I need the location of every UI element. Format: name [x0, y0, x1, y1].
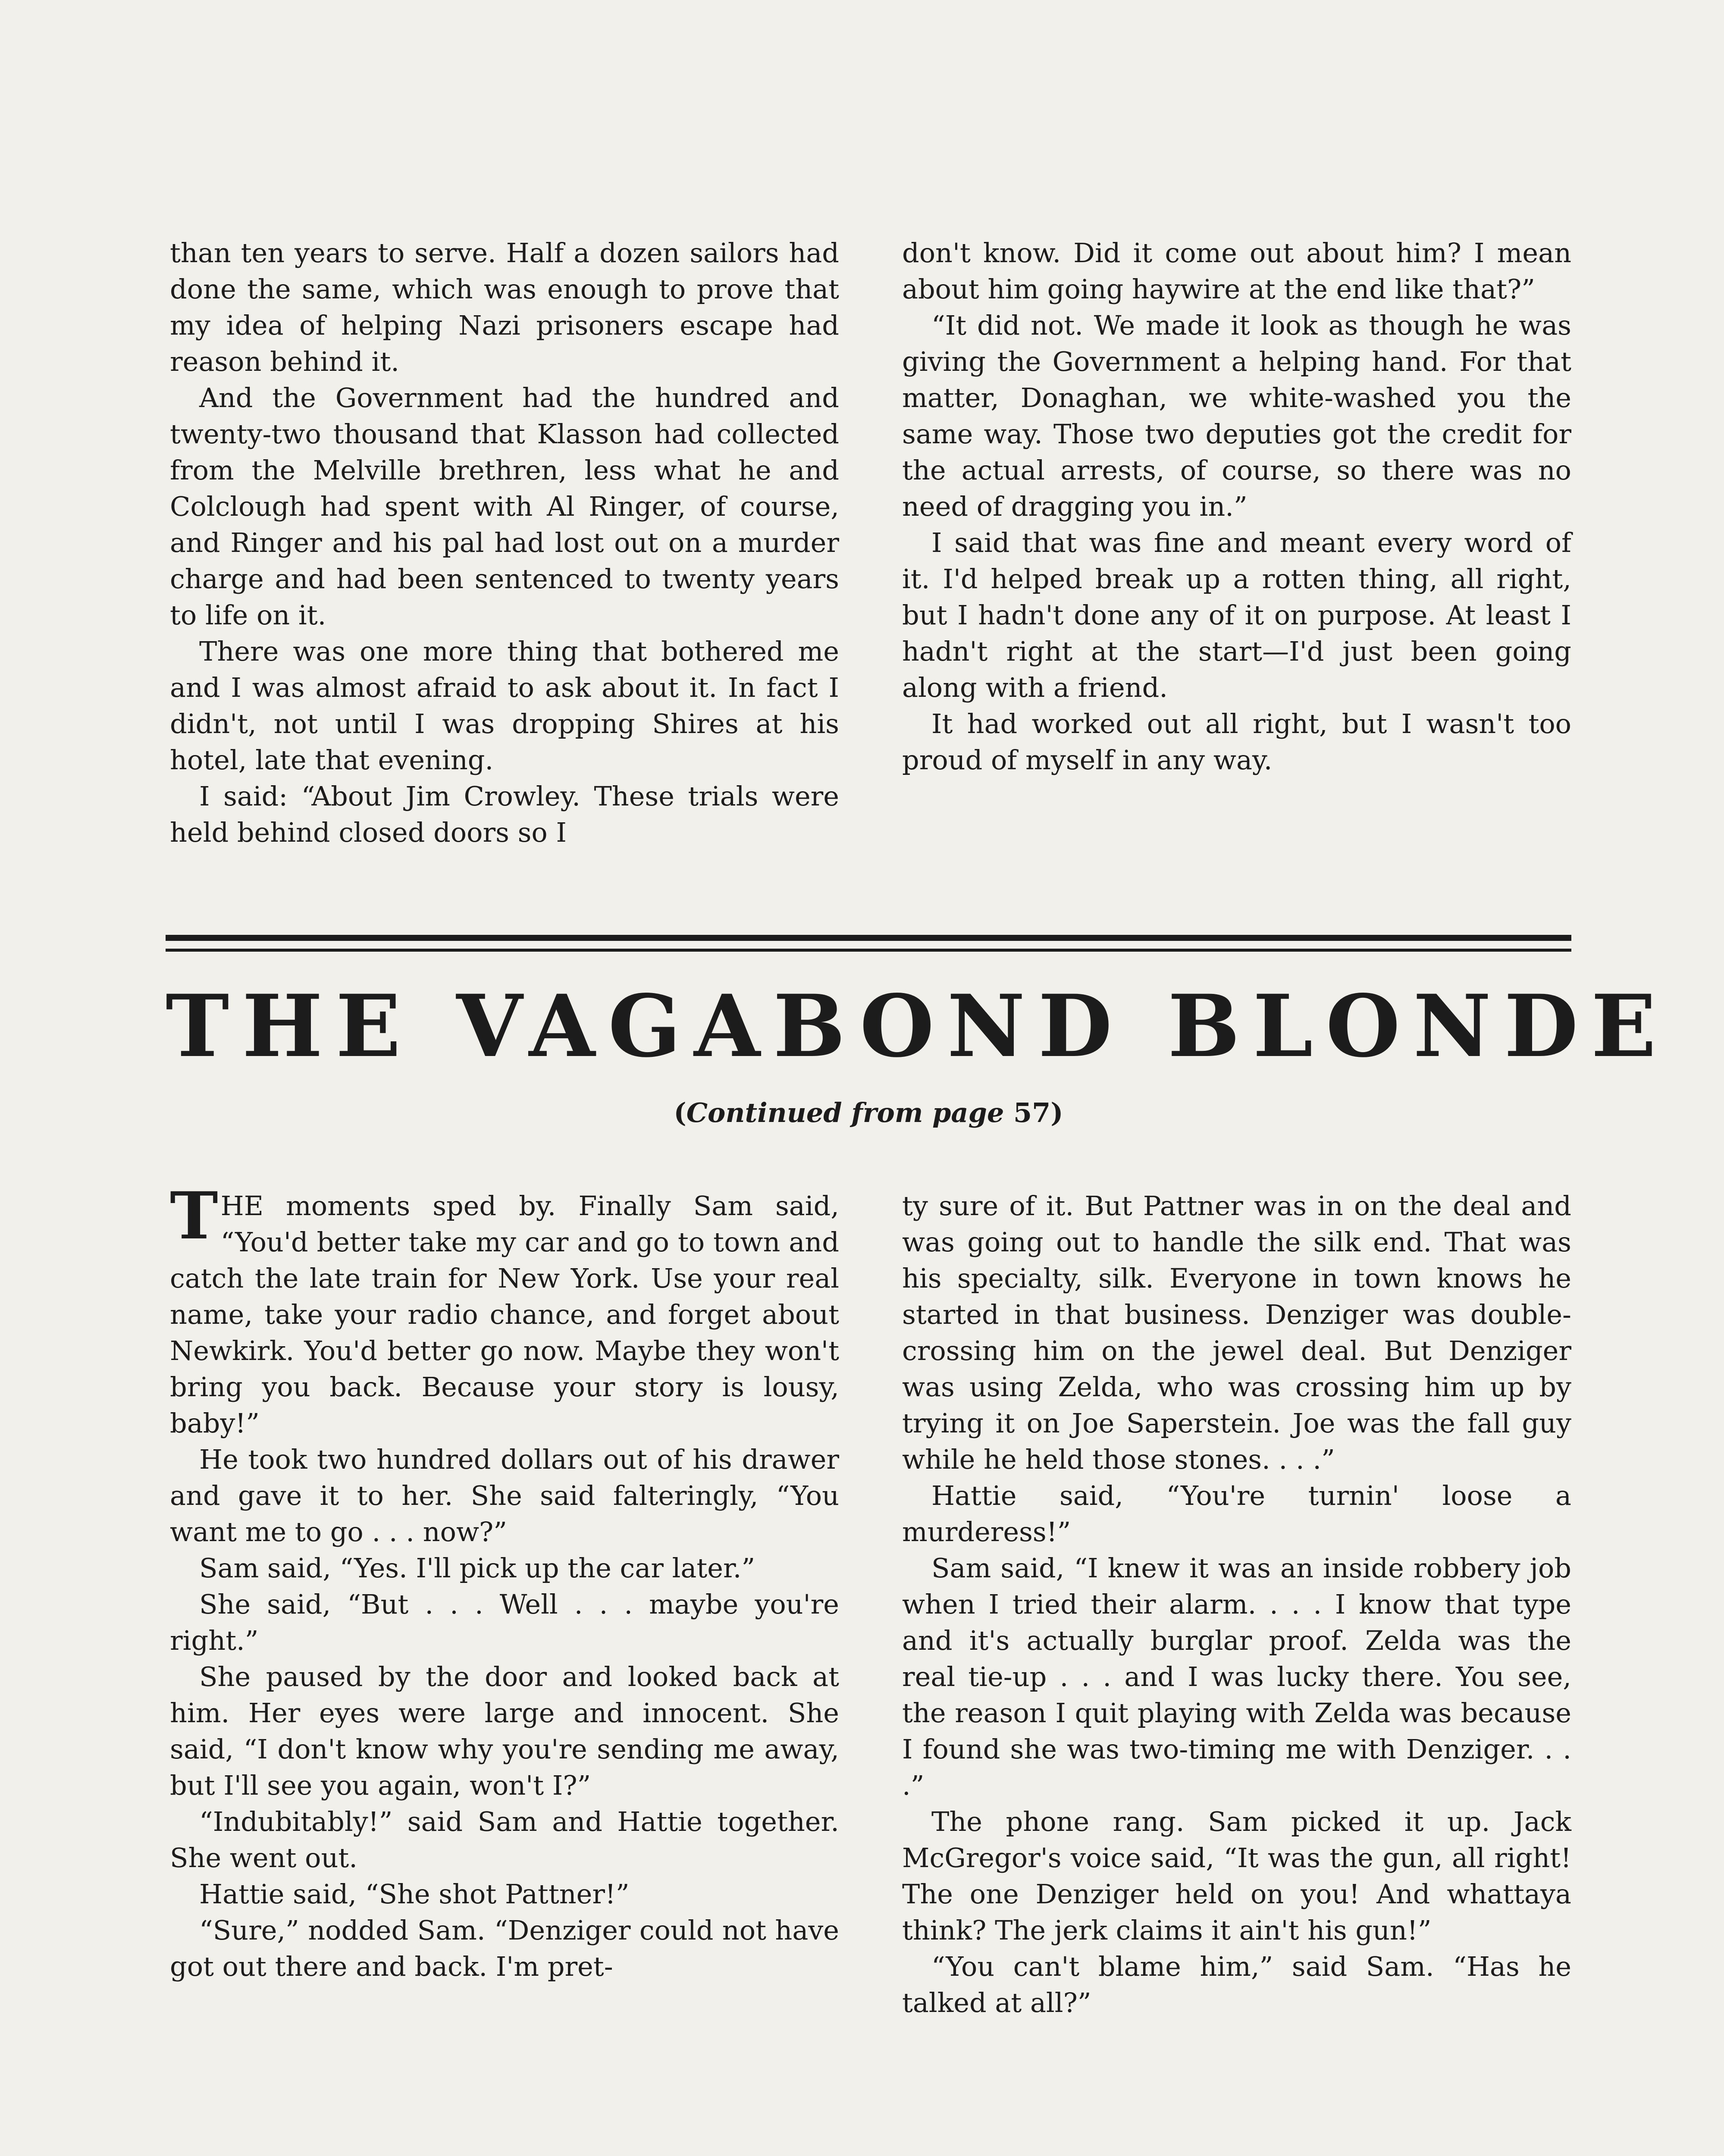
- previous-story-ending: [170, 235, 1571, 851]
- top-right-column: [902, 235, 1571, 851]
- section-divider-thick: [166, 935, 1571, 941]
- opening-paragraph: [170, 1178, 839, 1442]
- paragraph: Sam said, “Yes. I'll pick up the car later.”: [199, 1552, 755, 1584]
- paragraph: ty sure of it. But Pattner was in on the deal and was going out to handle the silk end. That was his specialty, silk. Everyone in town knows he started in that business. Denziger was double-crossing him on the jewel deal. But Denziger was using Zelda, who was crossing him up by trying it on Joe Saperstein. Joe was the fall guy while he held those stones. . . .”: [902, 1190, 1571, 1475]
- top-left-column: [170, 235, 839, 851]
- paragraph: “Indubitably!” said Sam and Hattie together. She went out.: [170, 1806, 839, 1874]
- continued-page-number: 57: [1013, 1097, 1051, 1128]
- story-title: THE VAGABOND BLONDE: [166, 976, 1669, 1076]
- paragraph: Hattie said, “She shot Pattner!”: [199, 1878, 630, 1910]
- continued-note-text: Continued from page: [686, 1097, 1004, 1128]
- paragraph: “Sure,” nodded Sam. “Denziger could not have got out there and back. I'm pret-: [170, 1915, 839, 1982]
- paragraph: He took two hundred dollars out of his drawer and gave it to her. She said falteringly, “You want me to go . . . now?”: [170, 1444, 839, 1548]
- story-right-column: [902, 1188, 1571, 2021]
- paragraph: don't know. Did it come out about him? I mean about him going haywire at the end like that?”: [902, 237, 1571, 305]
- paragraph: than ten years to serve. Half a dozen sailors had done the same, which was enough to prove that my idea of helping Nazi prisoners escape had reason behind it.: [170, 237, 839, 377]
- opening-paragraph-text: HE moments sped by. Finally Sam said, “You'd better take my car and go to town and catch the late train for New York. Use your real name, take your radio chance, and forget about Newkirk. You'd better go now. Maybe they won't bring you back. Because your story is lousy, baby!”: [170, 1190, 839, 1439]
- paragraph: I said that was fine and meant every word of it. I'd helped break up a rotten thing, all right, but I hadn't done any of it on purpose. At least I hadn't right at the start—I'd just been going along with a friend.: [902, 527, 1571, 703]
- paragraph: She said, “But . . . Well . . . maybe you're right.”: [170, 1589, 839, 1656]
- drop-cap: T: [170, 1178, 218, 1254]
- section-divider-thin: [166, 949, 1571, 952]
- paragraph: Hattie said, “You're turnin' loose a murderess!”: [902, 1480, 1571, 1548]
- paragraph: I said: “About Jim Crowley. These trials were held behind closed doors so I: [170, 780, 839, 848]
- story-left-column: [170, 1178, 839, 2021]
- paragraph: There was one more thing that bothered me and I was almost afraid to ask about it. In fact I didn't, not until I was dropping Shires at his hotel, late that evening.: [170, 636, 839, 776]
- paragraph: The phone rang. Sam picked it up. Jack McGregor's voice said, “It was the gun, all right! The one Denziger held on you! And whattaya think? The jerk claims it ain't his gun!”: [902, 1806, 1571, 1946]
- paragraph: And the Government had the hundred and twenty-two thousand that Klasson had collected from the Melville brethren, less what he and Colclough had spent with Al Ringer, of course, and Ringer and his pal had lost out on a murder charge and had been sentenced to twenty years to life on it.: [170, 382, 839, 631]
- paragraph: “It did not. We made it look as though he was giving the Government a helping hand. For that matter, Donaghan, we white-washed you the same way. Those two deputies got the credit for the actual arrests, of course, so there was no need of dragging you in.”: [902, 310, 1571, 522]
- continued-note: (Continued from page 57): [674, 1097, 1063, 1128]
- story-body: [170, 1178, 1571, 2021]
- paragraph: “You can't blame him,” said Sam. “Has he talked at all?”: [902, 1951, 1571, 2018]
- paragraph: She paused by the door and looked back at him. Her eyes were large and innocent. She said, “I don't know why you're sending me away, but I'll see you again, won't I?”: [170, 1661, 839, 1801]
- paragraph: It had worked out all right, but I wasn't too proud of myself in any way.: [902, 708, 1571, 776]
- paragraph: Sam said, “I knew it was an inside robbery job when I tried their alarm. . . . I know that type and it's actually burglar proof. Zelda was the real tie-up . . . and I was lucky there. You see, the reason I quit playing with Zelda was because I found she was two-timing me with Denziger. . . .”: [902, 1552, 1571, 1801]
